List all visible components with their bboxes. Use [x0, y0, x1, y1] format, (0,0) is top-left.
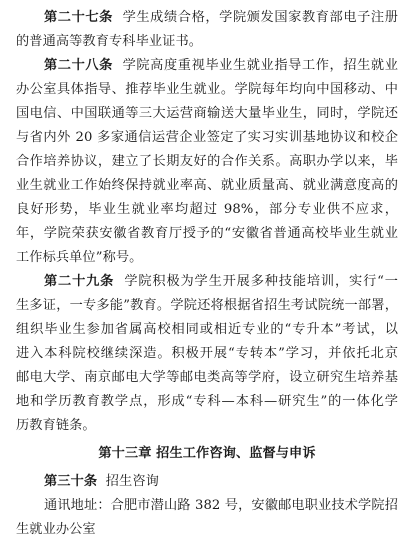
article-27-line-2: 的普通高等教育专科毕业证书。 [16, 34, 203, 49]
article-28-line-9: 工作标兵单位”称号。 [16, 250, 143, 265]
article-28-line-3: 国电信、中国联通等三大运营商输送大量毕业生，同时，学院还 [16, 106, 398, 121]
article-30-heading: 第三十条 [44, 474, 98, 489]
article-28-line-7: 良好形势，毕业生就业率均超过 98%，部分专业供不应求， [16, 202, 398, 217]
article-30-line [16, 470, 398, 494]
article-27-line-1 [16, 6, 398, 30]
article-29-text: 学院积极为学生开展多种技能培训，实行“一 [124, 274, 398, 289]
article-30-text: 招生咨询 [105, 474, 159, 489]
article-28-line-4: 与省内外 20 多家通信运营企业签定了实习实训基地协议和校企 [16, 130, 398, 145]
article-28-line-2: 办公室具体指导、推荐毕业生就业。学院每年均向中国移动、中 [16, 82, 398, 97]
address-line-1: 通讯地址：合肥市潜山路 382 号，安徽邮电职业技术学院招 [44, 498, 398, 513]
article-28-text: 学院高度重视毕业生就业指导工作，招生就业 [122, 58, 398, 73]
article-29-line-1 [16, 270, 398, 294]
article-29-heading: 第二十九条 [44, 274, 115, 289]
article-28-line-6: 业生就业工作始终保持就业率高、就业质量高、就业满意度高的 [16, 178, 398, 193]
article-29-line-3: 组织毕业生参加省属高校相同或相近专业的“专升本”考试，以 [16, 322, 398, 337]
article-27-text: 学生成绩合格，学院颁发国家教育部电子注册 [122, 10, 398, 25]
address-line-2: 生就业办公室 [16, 522, 96, 537]
article-29-line-6: 地和学历教育教学点，形成“专科—本科—研究生”的一体化学 [16, 394, 398, 409]
chapter-13-title: 第十三章 招生工作咨询、监督与申诉 [98, 446, 316, 461]
article-28-line-8: 年，学院荣获安徽省教育厅授予的“安徽省普通高校毕业生就业 [16, 226, 398, 241]
article-27-heading: 第二十七条 [44, 10, 113, 25]
article-28-line-1 [16, 54, 398, 78]
article-29-line-5: 邮电大学、南京邮电大学等邮电类高等学府，设立研究生培养基 [16, 370, 398, 385]
article-29-line-7: 历教育链条。 [16, 418, 96, 433]
article-28-line-5: 合作培养协议，建立了长期友好的合作关系。高职办学以来，毕 [16, 154, 398, 169]
article-29-line-4: 进入本科院校继续深造。积极开展“专转本”学习，并依托北京 [16, 346, 398, 361]
document-page [16, 6, 398, 542]
article-29-line-2: 生多证，一专多能”教育。学院还将根据省招生考试院统一部署， [16, 298, 398, 313]
article-28-heading: 第二十八条 [44, 58, 113, 73]
